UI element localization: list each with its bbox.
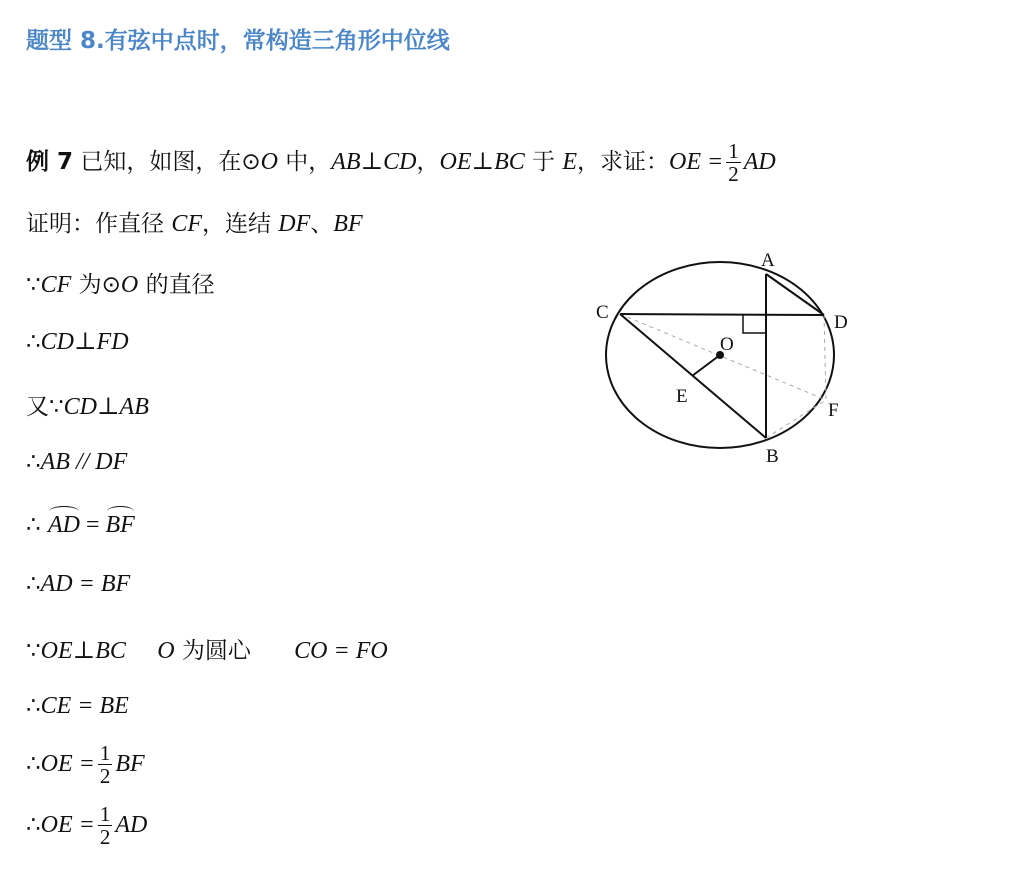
proof-expr: OE = <box>40 812 95 838</box>
proof-expr: AD <box>115 812 148 838</box>
fraction-denominator: 2 <box>99 825 111 849</box>
example-fraction <box>726 140 741 185</box>
proof-line-1 <box>26 266 215 299</box>
segment-df <box>824 315 826 400</box>
example-circle-o: O <box>260 149 278 175</box>
proof-expr: CE = BE <box>40 693 129 719</box>
proof-line-4 <box>26 449 127 476</box>
segment-ad <box>766 274 824 315</box>
proof-expr: BF <box>115 751 145 777</box>
label-a: A <box>761 250 775 271</box>
because-symbol: ∵ <box>26 272 41 298</box>
proof-fraction <box>98 742 113 787</box>
proof-line-3 <box>26 388 149 421</box>
proof-text: 的直径 <box>145 272 215 298</box>
right-angle-mark <box>743 315 766 333</box>
proof-fraction <box>98 803 113 848</box>
proof-expr: CO = FO <box>294 638 388 664</box>
label-b: B <box>766 446 779 467</box>
proof-bf: BF <box>333 211 363 237</box>
proof-text: 又 <box>26 394 49 420</box>
arc-ad: AD <box>47 512 80 538</box>
example-sep: ， <box>416 149 440 175</box>
fraction-numerator: 1 <box>99 741 111 765</box>
segment-bf <box>766 400 826 438</box>
because-symbol: ∵ <box>26 638 41 664</box>
proof-line-2 <box>26 327 129 356</box>
proof-df: DF <box>278 211 311 237</box>
label-c: C <box>596 302 609 323</box>
proof-expr: OE⊥BC <box>40 638 126 664</box>
example-text-3: 于 <box>532 149 556 175</box>
example-label: 例 7 <box>26 149 74 175</box>
proof-line-6 <box>26 571 130 598</box>
fraction-numerator: 1 <box>99 802 111 826</box>
chord-cd <box>620 314 824 315</box>
example-premise-1: AB⊥CD <box>331 149 417 175</box>
example-lhs: OE = <box>669 149 724 175</box>
proof-expr: CD⊥AB <box>63 394 149 420</box>
segment-oe <box>692 355 720 376</box>
fraction-denominator: 2 <box>99 764 111 788</box>
proof-intro-text-2: ，连结 <box>201 211 271 237</box>
proof-cf: CF <box>171 211 202 237</box>
label-o: O <box>720 334 734 355</box>
proof-eq: = <box>79 512 106 538</box>
proof-intro-text: 证明：作直径 <box>26 211 164 237</box>
page-title: 题型 8.有弦中点时，常构造三角形中位线 <box>26 28 450 54</box>
proof-expr: O <box>120 272 139 298</box>
proof-line-5 <box>26 512 135 539</box>
example-text-4: ，求证： <box>577 149 670 175</box>
fraction-denominator: 2 <box>728 162 739 186</box>
proof-line-10 <box>26 803 147 848</box>
proof-expr: CD⊥FD <box>40 329 129 355</box>
therefore-symbol: ∴ <box>26 812 41 838</box>
therefore-symbol: ∴ <box>26 751 41 777</box>
proof-expr: O <box>157 638 175 664</box>
proof-line-8 <box>26 693 129 720</box>
proof-line-7 <box>26 632 388 665</box>
proof-intro <box>26 205 363 238</box>
example-text-1: 已知，如图，在⊙ <box>80 149 261 175</box>
fraction-numerator: 1 <box>728 139 739 163</box>
arc-bf: BF <box>105 512 135 538</box>
proof-text: 为圆心 <box>181 638 251 664</box>
example-point-e: E <box>562 149 578 175</box>
proof-text: 为⊙ <box>78 272 121 298</box>
because-symbol: ∵ <box>49 394 64 420</box>
proof-line-9 <box>26 742 145 787</box>
example-statement <box>26 140 776 185</box>
proof-expr: AB // DF <box>40 449 128 475</box>
therefore-symbol: ∴ <box>26 449 41 475</box>
label-f: F <box>828 400 839 421</box>
proof-dun: 、 <box>310 211 334 237</box>
label-e: E <box>676 386 688 407</box>
proof-expr: OE = <box>40 751 95 777</box>
example-premise-2: OE⊥BC <box>439 149 525 175</box>
proof-expr: CF <box>40 272 72 298</box>
therefore-symbol: ∴ <box>26 693 41 719</box>
proof-expr: AD = BF <box>40 571 131 597</box>
therefore-symbol: ∴ <box>26 512 41 538</box>
example-text-2: 中， <box>285 149 332 175</box>
therefore-symbol: ∴ <box>26 571 41 597</box>
therefore-symbol: ∴ <box>26 329 41 355</box>
example-rhs: AD <box>743 149 776 175</box>
geometry-figure <box>580 240 870 480</box>
label-d: D <box>834 312 848 333</box>
